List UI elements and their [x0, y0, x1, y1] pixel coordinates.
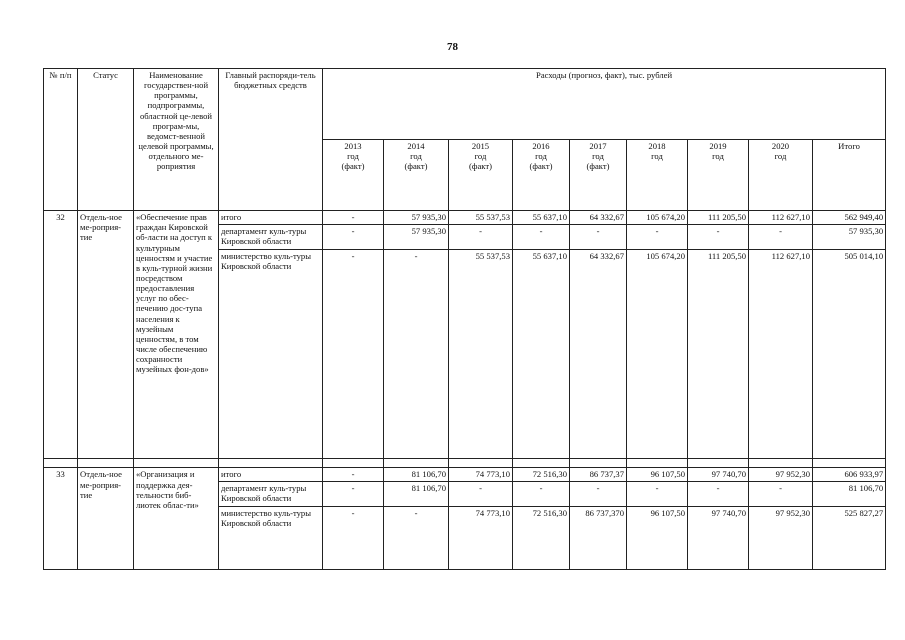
value-cell: 57 935,30: [384, 224, 449, 249]
table-row: [44, 468, 886, 482]
header-year-line: 2020: [771, 141, 790, 152]
value-cell: 112 627,10: [749, 249, 813, 458]
header-year-line: 2019: [709, 141, 727, 152]
value-cell: -: [513, 482, 570, 507]
value-cell: -: [749, 482, 813, 507]
separator-cell: [570, 459, 627, 468]
value-cell: 105 674,20: [627, 249, 688, 458]
header-year-line: (факт): [404, 161, 428, 172]
row-program-name: «Обеспечение прав граждан Кировской об-ласти на доступ к культурным ценностям и участие в куль-турной жизни посредством предоставления услуг по обес-печению дос-тупа населения к музейным ценностям, в том числе обеспечению сохранности музейных фон-дов»: [134, 211, 219, 459]
separator-cell: [384, 459, 449, 468]
row-status: Отдель-ное ме-роприя-тие: [78, 468, 134, 570]
separator-cell: [813, 459, 886, 468]
header-year-2016: [513, 140, 570, 211]
separator-cell: [134, 459, 219, 468]
separator-cell: [749, 459, 813, 468]
value-cell: 525 827,27: [813, 507, 886, 570]
value-cell: -: [323, 224, 384, 249]
value-cell: -: [323, 507, 384, 570]
header-year-line: (факт): [341, 161, 365, 172]
row-admin: итого: [219, 468, 323, 482]
row-admin: министерство куль-туры Кировской области: [219, 507, 323, 570]
value-cell: 64 332,67: [570, 249, 627, 458]
value-cell: -: [627, 482, 688, 507]
value-cell: -: [323, 249, 384, 458]
header-admin: Главный распоряди-тель бюджетных средств: [219, 69, 323, 211]
table-row: [44, 211, 886, 225]
value-cell: 74 773,10: [449, 468, 513, 482]
expenditure-table: [43, 68, 886, 570]
value-cell: -: [384, 507, 449, 570]
value-cell: 97 740,70: [688, 468, 749, 482]
value-cell: 97 952,30: [749, 507, 813, 570]
value-cell: -: [570, 224, 627, 249]
header-year-line: год: [474, 151, 487, 162]
value-cell: -: [449, 224, 513, 249]
value-cell: -: [384, 249, 449, 458]
value-cell: 111 205,50: [688, 249, 749, 458]
value-cell: 55 537,53: [449, 249, 513, 458]
value-cell: 505 014,10: [813, 249, 886, 458]
value-cell: -: [449, 482, 513, 507]
value-cell: 96 107,50: [627, 468, 688, 482]
value-cell: -: [749, 224, 813, 249]
header-year-line: год: [592, 151, 604, 162]
value-cell: 72 516,30: [513, 468, 570, 482]
separator-cell: [44, 459, 78, 468]
value-cell: 562 949,40: [813, 211, 886, 225]
value-cell: 97 740,70: [688, 507, 749, 570]
value-cell: 606 933,97: [813, 468, 886, 482]
header-year-line: 2014: [407, 141, 425, 152]
header-year-line: (факт): [469, 161, 492, 172]
separator-cell: [219, 459, 323, 468]
header-total: Итого: [813, 140, 886, 211]
value-cell: 55 637,10: [513, 211, 570, 225]
value-cell: -: [323, 211, 384, 225]
value-cell: 55 537,53: [449, 211, 513, 225]
header-year-line: (факт): [529, 161, 553, 172]
row-admin: итого: [219, 211, 323, 225]
header-status: Статус: [78, 69, 134, 211]
separator-cell: [78, 459, 134, 468]
separator-cell: [513, 459, 570, 468]
row-admin: департамент куль-туры Кировской области: [219, 482, 323, 507]
header-year-line: 2015: [471, 141, 490, 152]
header-year-line: 2013: [344, 141, 362, 152]
header-year-2014: [384, 140, 449, 211]
header-year-2015: [449, 140, 513, 211]
value-cell: 97 952,30: [749, 468, 813, 482]
value-cell: -: [688, 482, 749, 507]
row-number: 33: [44, 468, 78, 570]
header-program-name: Наименование государствен-ной программы, подпрограммы, областной це-левой програм-мы, ведомст-венной целевой программы, отдельного ме-роприятия: [134, 69, 219, 211]
header-year-2013: [323, 140, 384, 211]
header-year-line: 2018: [648, 141, 666, 152]
value-cell: 64 332,67: [570, 211, 627, 225]
header-year-2017: [570, 140, 627, 211]
value-cell: 112 627,10: [749, 211, 813, 225]
value-cell: -: [688, 224, 749, 249]
header-num: № п/п: [44, 69, 78, 211]
row-number: 32: [44, 211, 78, 459]
header-year-line: 2016: [532, 141, 550, 152]
row-admin: министерство куль-туры Кировской области: [219, 249, 323, 458]
header-year-2020: [749, 140, 813, 211]
header-year-line: год: [651, 151, 663, 162]
header-year-line: (факт): [586, 161, 610, 172]
value-cell: 74 773,10: [449, 507, 513, 570]
header-expenses: Расходы (прогноз, факт), тыс. рублей: [323, 69, 886, 140]
header-year-line: год: [410, 151, 422, 162]
header-year-2018: [627, 140, 688, 211]
value-cell: 105 674,20: [627, 211, 688, 225]
value-cell: -: [570, 482, 627, 507]
value-cell: 86 737,37: [570, 468, 627, 482]
row-admin: департамент куль-туры Кировской области: [219, 224, 323, 249]
value-cell: -: [627, 224, 688, 249]
row-status: Отдель-ное ме-роприя-тие: [78, 211, 134, 459]
value-cell: -: [513, 224, 570, 249]
value-cell: 72 516,30: [513, 507, 570, 570]
header-year-line: год: [535, 151, 547, 162]
header-year-line: год: [712, 151, 724, 162]
header-year-line: 2017: [589, 141, 607, 152]
row-program-name: «Организация и поддержка дея-тельности биб-лиотек облас-ти»: [134, 468, 219, 570]
separator-cell: [323, 459, 384, 468]
value-cell: 57 935,30: [384, 211, 449, 225]
value-cell: -: [323, 482, 384, 507]
separator-cell: [449, 459, 513, 468]
value-cell: 81 106,70: [384, 482, 449, 507]
value-cell: 81 106,70: [813, 482, 886, 507]
value-cell: 96 107,50: [627, 507, 688, 570]
header-year-line: год: [774, 151, 787, 162]
value-cell: 111 205,50: [688, 211, 749, 225]
page-number: 78: [447, 41, 458, 53]
value-cell: 81 106,70: [384, 468, 449, 482]
header-year-line: год: [347, 151, 359, 162]
value-cell: -: [323, 468, 384, 482]
header-year-2019: [688, 140, 749, 211]
value-cell: 57 935,30: [813, 224, 886, 249]
separator-cell: [688, 459, 749, 468]
value-cell: 86 737,370: [570, 507, 627, 570]
value-cell: 55 637,10: [513, 249, 570, 458]
separator-cell: [627, 459, 688, 468]
